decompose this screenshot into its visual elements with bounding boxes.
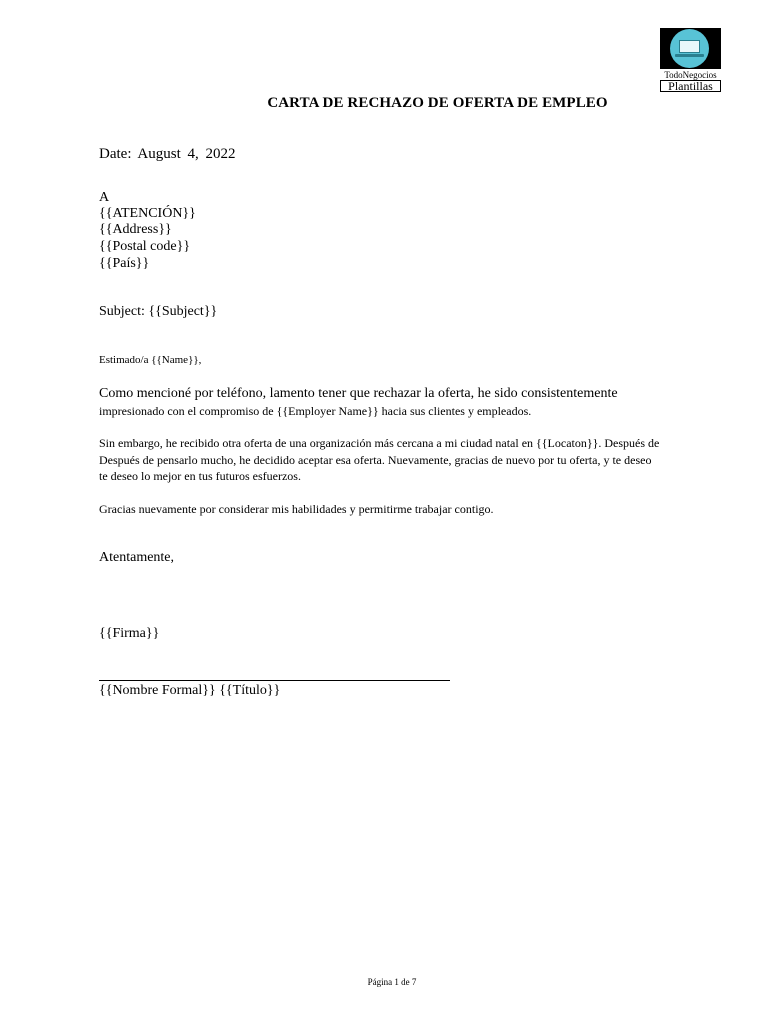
recipient-postal-code: {{Postal code}} <box>99 239 191 254</box>
greeting: Estimado/a {{Name}}, <box>99 354 202 366</box>
subject-label: Subject: <box>99 304 145 319</box>
brand-logo <box>660 28 721 92</box>
page-number: Página 1 de 7 <box>367 977 417 987</box>
closing: Atentamente, <box>99 550 175 565</box>
subject-value: {{Subject}} <box>148 304 218 319</box>
logo-badge <box>660 28 721 69</box>
subject-line <box>99 304 217 320</box>
recipient-address: {{Address}} <box>99 222 172 237</box>
recipient-country: {{País}} <box>99 256 150 271</box>
date-line <box>99 146 236 163</box>
paragraph-2-line-2: Después de pensarlo mucho, he decidido aceptar esa oferta. Nuevamente, gracias de nuevo por tu oferta, y te deseo <box>99 453 652 467</box>
date-label: Date: <box>99 146 132 162</box>
paragraph-1-line-1: Como mencioné por teléfono, lamento tener que rechazar la oferta, he sido consistentemente <box>99 386 618 401</box>
date-value: August 4, 2022 <box>137 146 236 162</box>
laptop-icon <box>679 40 700 53</box>
paragraph-2-line-1: Sin embargo, he recibido otra oferta de una organización más cercana a mi ciudad natal en {{Locaton}}. Después de <box>99 436 660 450</box>
paragraph-2-line-3: te deseo lo mejor en tus futuros esfuerzos. <box>99 469 301 483</box>
signature-line <box>99 680 450 681</box>
recipient-attention: {{ATENCIÓN}} <box>99 206 196 221</box>
recipient-prefix: A <box>99 190 110 205</box>
logo-text-brand: TodoNegocios <box>664 70 717 80</box>
paragraph-1-line-2: impresionado con el compromiso de {{Employer Name}} hacia sus clientes y empleados. <box>99 404 532 418</box>
laptop-base-icon <box>675 54 704 57</box>
letter-title: CARTA DE RECHAZO DE OFERTA DE EMPLEO <box>267 95 608 111</box>
thanks-paragraph: Gracias nuevamente por considerar mis habilidades y permitirme trabajar contigo. <box>99 502 494 516</box>
logo-text-plantillas: Plantillas <box>660 80 721 92</box>
formal-name: {{Nombre Formal}} {{Título}} <box>99 683 281 698</box>
signature-placeholder: {{Firma}} <box>99 626 160 641</box>
